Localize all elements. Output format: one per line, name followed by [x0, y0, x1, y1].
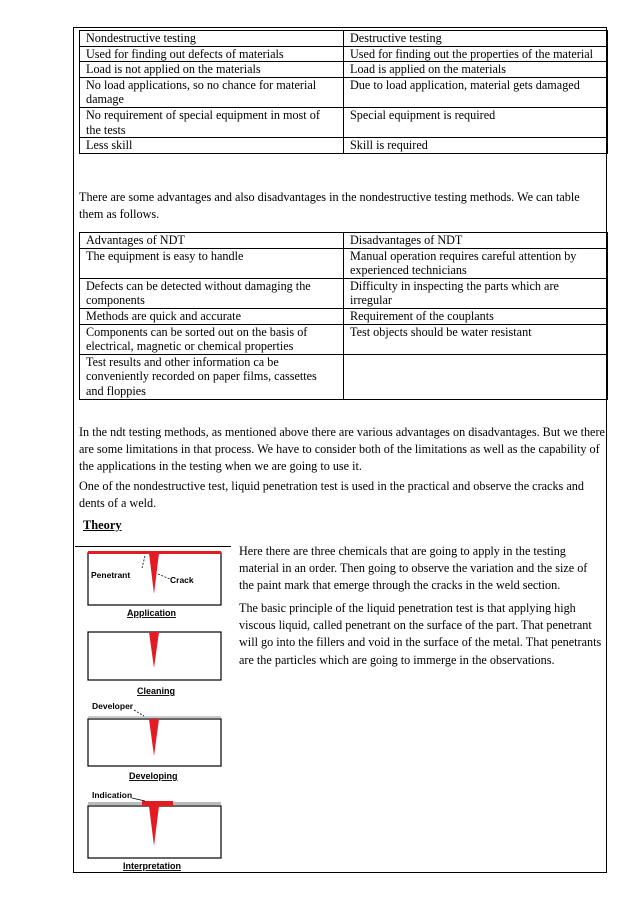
table-row: [80, 248, 608, 278]
penetrant-test-diagram: [82, 548, 232, 873]
table-header-cell: Disadvantages of NDT: [344, 233, 608, 249]
theory-divider: [75, 546, 231, 547]
table-row: [80, 278, 608, 308]
table-row: [80, 138, 608, 154]
developer-pointer: [134, 710, 144, 716]
table-cell: Used for finding out defects of materials: [80, 46, 344, 62]
table-cell: [344, 354, 608, 399]
penetrant-label: Penetrant: [91, 570, 131, 580]
indication-pointer: [132, 798, 145, 801]
table-header-cell: Advantages of NDT: [80, 233, 344, 249]
table-row: [80, 62, 608, 78]
crack-label: Crack: [170, 575, 194, 585]
table-header-cell: Destructive testing: [344, 31, 608, 47]
table-row: [80, 354, 608, 399]
table-cell: Methods are quick and accurate: [80, 308, 344, 324]
table-cell: Components can be sorted out on the basis of electrical, magnetic or chemical properties: [80, 324, 344, 354]
developer-label: Developer: [92, 701, 134, 711]
stage-developing-label: Developing: [129, 771, 178, 781]
table-row: [80, 324, 608, 354]
theory-heading: Theory: [83, 518, 122, 532]
table-cell: Defects can be detected without damaging the components: [80, 278, 344, 308]
theory-paragraph-1: Here there are three chemicals that are going to apply in the testing material in an order. Then going to observe the variation and the size of the paint mark that emerge through the cracks in the weld section.: [239, 544, 588, 593]
liquid-penetration-paragraph: One of the nondestructive test, liquid penetration test is used in the practical and observe the cracks and dents of a weld.: [79, 479, 584, 511]
table-cell: Test results and other information ca be conveniently recorded on paper films, cassettes and floppies: [80, 354, 344, 399]
table-header-row: [80, 31, 608, 47]
table-header-row: [80, 233, 608, 249]
table-cell: Manual operation requires careful attention by experienced technicians: [344, 248, 608, 278]
table-cell: No load applications, so no chance for material damage: [80, 77, 344, 107]
table-cell: Less skill: [80, 138, 344, 154]
table-cell: Requirement of the couplants: [344, 308, 608, 324]
table-cell: The equipment is easy to handle: [80, 248, 344, 278]
intro-paragraph: There are some advantages and also disadvantages in the nondestructive testing methods. We can table them as follows.: [79, 190, 580, 222]
table-cell: Test objects should be water resistant: [344, 324, 608, 354]
table-header-cell: Nondestructive testing: [80, 31, 344, 47]
table-cell: Due to load application, material gets damaged: [344, 77, 608, 107]
theory-paragraph-2: The basic principle of the liquid penetration test is that applying high viscous liquid, called penetrant on the surface of the part. That penetrant will go into the fillers and void in the surface of the metal. That penetrants are the particles which are going to immerge in the observations.: [239, 601, 602, 667]
table-row: [80, 308, 608, 324]
table-cell: Load is applied on the materials: [344, 62, 608, 78]
table-cell: Used for finding out the properties of the material: [344, 46, 608, 62]
table-row: [80, 46, 608, 62]
table-row: [80, 77, 608, 107]
table-cell: Special equipment is required: [344, 107, 608, 137]
stage-interpretation-label: Interpretation: [123, 861, 182, 871]
indication-mark: [142, 801, 173, 806]
table-cell: Difficulty in inspecting the parts which are irregular: [344, 278, 608, 308]
indication-label: Indication: [92, 790, 133, 800]
limitations-paragraph: In the ndt testing methods, as mentioned above there are various advantages on disadvantages. But we there are some limitations in that process. We have to consider both of the limitations as well as the capability of the applications in the testing when we are going to use it.: [79, 425, 605, 474]
stage-cleaning-label: Cleaning: [137, 686, 176, 696]
advantages-disadvantages-table: [79, 232, 608, 400]
table-row: [80, 107, 608, 137]
stage-application-label: Application: [127, 608, 176, 618]
table-cell: Skill is required: [344, 138, 608, 154]
ndt-vs-destructive-table: [79, 30, 608, 154]
table-cell: Load is not applied on the materials: [80, 62, 344, 78]
table-cell: No requirement of special equipment in most of the tests: [80, 107, 344, 137]
